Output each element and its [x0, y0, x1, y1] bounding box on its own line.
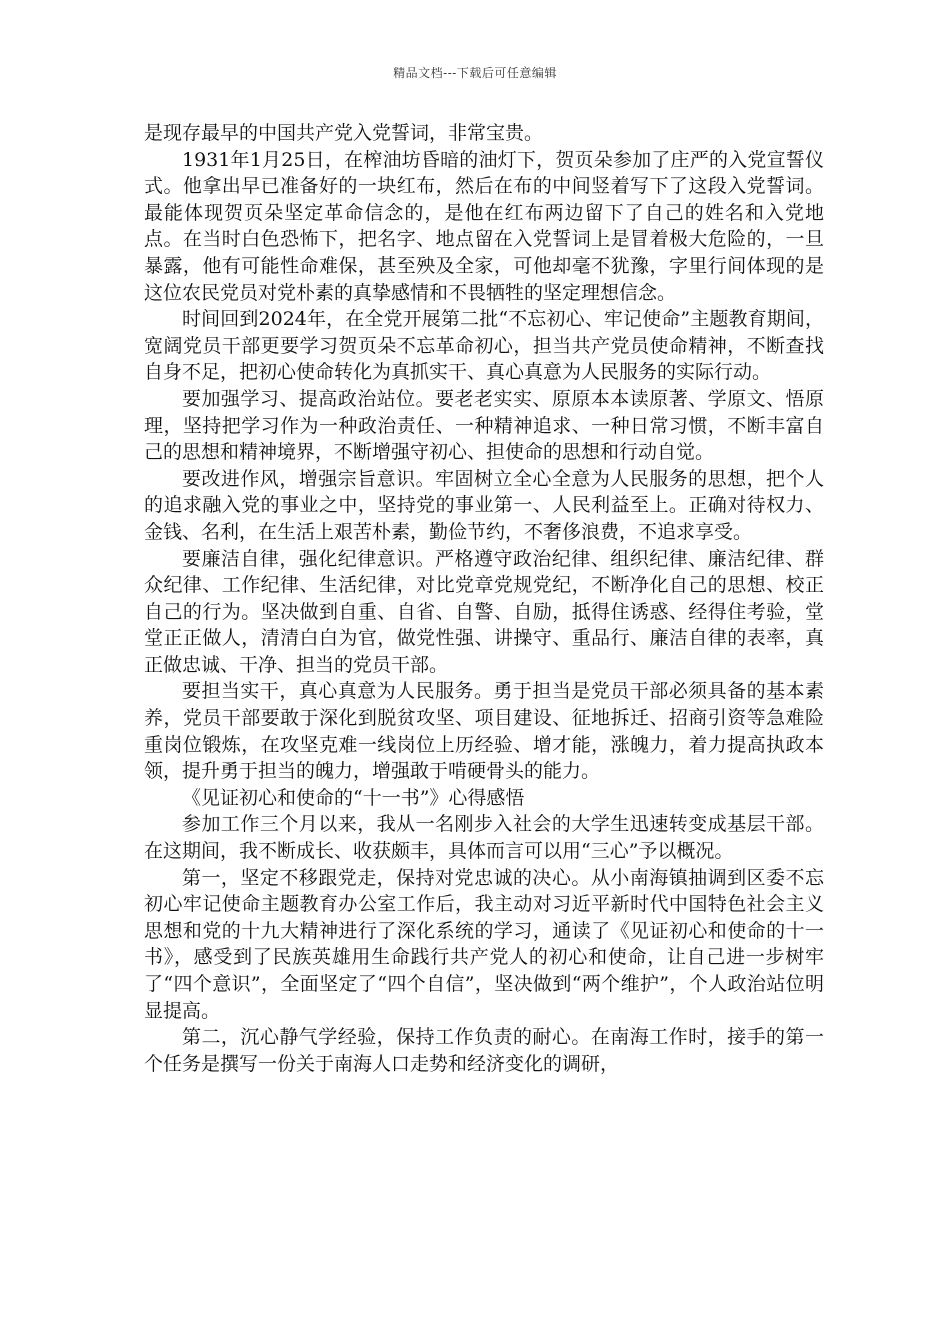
paragraph: 第二，沉心静气学经验，保持工作负责的耐心。在南海工作时，接手的第一个任务是撰写一份关于南海人口走势和经济变化的调研，	[144, 1026, 824, 1075]
paragraph: 参加工作三个月以来，我从一名刚步入社会的大学生迅速转变成基层干部。在这期间，我不断成长、收获颇丰，具体而言可以用“三心”予以概况。	[144, 813, 824, 863]
paragraph: 要改进作风，增强宗旨意识。牢固树立全心全意为人民服务的思想，把个人的追求融入党的事业之中，坚持党的事业第一、人民利益至上。正确对待权力、金钱、名利，在生活上艰苦朴素，勤俭节约，不奢侈浪费，不追求享受。	[144, 467, 824, 543]
page-header: 精品文档---下载后可任意编辑	[393, 66, 557, 80]
document-body	[144, 120, 824, 1077]
paragraph: 时间回到2024年，在全党开展第二批“不忘初心、牢记使命”主题教育期间，宽阔党员干部更要学习贺页朵不忘革命初心，担当共产党员使命精神，不断查找自身不足，把初心使命转化为真抓实干、真心真意为人民服务的实际行动。	[144, 308, 824, 384]
paragraph: 要廉洁自律，强化纪律意识。严格遵守政治纪律、组织纪律、廉洁纪律、群众纪律、工作纪律、生活纪律，对比党章党规党纪，不断净化自己的思想、校正自己的行为。坚决做到自重、自省、自警、自励，抵得住诱惑、经得住考验，堂堂正正做人，清清白白为官，做党性强、讲操守、重品行、廉洁自律的表率，真正做忠诚、干净、担当的党员干部。	[144, 547, 824, 676]
paragraph: 要担当实干，真心真意为人民服务。勇于担当是党员干部必须具备的基本素养，党员干部要敢于深化到脱贫攻坚、项目建设、征地拆迁、招商引资等急难险重岗位锻炼，在攻坚克难一线岗位上历经验、增才能，涨魄力，着力提高执政本领，提升勇于担当的魄力，增强敢于啃硬骨头的能力。	[144, 680, 824, 783]
paragraph: 1931年1月25日，在榨油坊昏暗的油灯下，贺页朵参加了庄严的入党宣誓仪式。他拿出早已准备好的一块红布，然后在布的中间竖着写下了这段入党誓词。最能体现贺页朵坚定革命信念的，是他在红布两边留下了自己的姓名和入党地点。在当时白色恐怖下，把名字、地点留在入党誓词上是冒着极大危险的，一旦暴露，他有可能性命难保，甚至殃及全家，可他却毫不犹豫，字里行间体现的是这位农民党员对党朴素的真挚感情和不畏牺牲的坚定理想信念。	[144, 148, 824, 304]
paragraph-continuation: 是现存最早的中国共产党入党誓词，非常宝贵。	[144, 122, 544, 144]
paragraph: 要加强学习、提高政治站位。要老老实实、原原本本读原著、学原文、悟原理，坚持把学习作为一种政治责任、一种精神追求、一种日常习惯，不断丰富自己的思想和精神境界，不断增强守初心、担使命的思想和行动自觉。	[144, 387, 824, 464]
section-title: 《见证初心和使命的“十一书”》心得感悟	[182, 786, 525, 809]
paragraph: 第一，坚定不移跟党走，保持对党忠诚的决心。从小南海镇抽调到区委不忘初心牢记使命主题教育办公室工作后，我主动对习近平新时代中国特色社会主义思想和党的十九大精神进行了深化系统的学习，通读了《见证初心和使命的十一书》，感受到了民族英雄用生命践行共产党人的初心和使命，让自己进一步树牢了“四个意识”，全面坚定了“四个自信”，坚决做到“两个维护”，个人政治站位明显提高。	[144, 866, 824, 1022]
